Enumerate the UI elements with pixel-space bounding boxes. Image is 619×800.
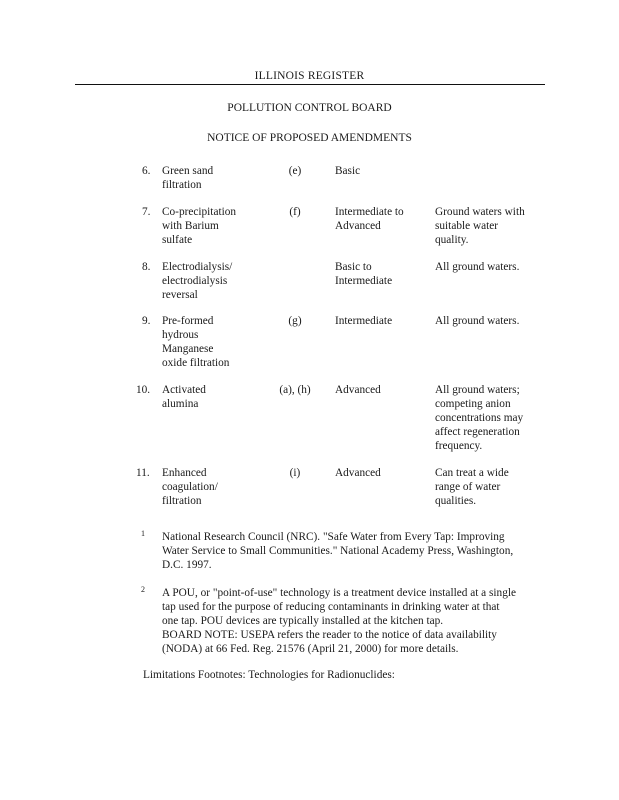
citation-cell: (e) <box>288 165 302 177</box>
citation-cell: (f) <box>289 206 301 218</box>
limitations-cell: Ground waters with suitable water quality. <box>435 206 525 246</box>
row-number: 6. <box>142 165 151 177</box>
row-number: 9. <box>142 315 151 327</box>
limitations-cell: All ground waters; competing anion concentrations may affect regeneration frequency. <box>435 384 524 452</box>
row-number: 8. <box>142 261 151 273</box>
technology-cell: Green sand filtration <box>162 165 214 191</box>
footnote-text: A POU, or "point-of-use" technology is a treatment device installed at a single tap used for the purpose of reducing contaminants in drinking water at that one tap. POU devices are typically installed at the kitchen tap. BOARD NOTE: USEPA refers the reader to the notice of data availability (NODA) at 66 Fed. Reg. 21576 (April 21, 2000) for more details. <box>162 587 517 655</box>
citation-cell: (g) <box>288 315 302 327</box>
technology-cell: Activated alumina <box>162 384 206 410</box>
limitations-footnotes-heading: Limitations Footnotes: Technologies for Radionuclides: <box>143 669 395 681</box>
row-number: 11. <box>136 467 150 479</box>
row-number: 10. <box>136 384 151 396</box>
level-cell: Basic <box>335 165 361 177</box>
level-cell: Advanced <box>335 467 381 479</box>
limitations-cell: All ground waters. <box>435 261 520 273</box>
technology-cell: Electrodialysis/ electrodialysis reversal <box>162 261 233 301</box>
board-title: POLLUTION CONTROL BOARD <box>227 102 392 114</box>
limitations-cell: All ground waters. <box>435 315 520 327</box>
register-title: ILLINOIS REGISTER <box>254 70 365 82</box>
limitations-cell: Can treat a wide range of water qualities. <box>435 467 509 507</box>
notice-title: NOTICE OF PROPOSED AMENDMENTS <box>207 132 412 144</box>
level-cell: Intermediate <box>335 315 393 327</box>
technology-cell: Co-precipitation with Barium sulfate <box>162 206 237 246</box>
footnote-mark: 1 <box>141 529 145 538</box>
footnote-text: National Research Council (NRC). "Safe Water from Every Tap: Improving Water Service to Small Communities." National Academy Press, Washington, D.C. 1997. <box>162 531 514 571</box>
footnote-mark: 2 <box>141 585 145 594</box>
technology-cell: Pre-formed hydrous Manganese oxide filtration <box>162 315 230 369</box>
row-number: 7. <box>142 206 151 218</box>
technology-cell: Enhanced coagulation/ filtration <box>162 467 218 507</box>
citation-cell: (a), (h) <box>279 384 311 396</box>
level-cell: Intermediate to Advanced <box>335 206 404 232</box>
citation-cell: (i) <box>289 467 301 479</box>
header-rule <box>75 84 545 85</box>
level-cell: Advanced <box>335 384 381 396</box>
level-cell: Basic to Intermediate <box>335 261 393 287</box>
